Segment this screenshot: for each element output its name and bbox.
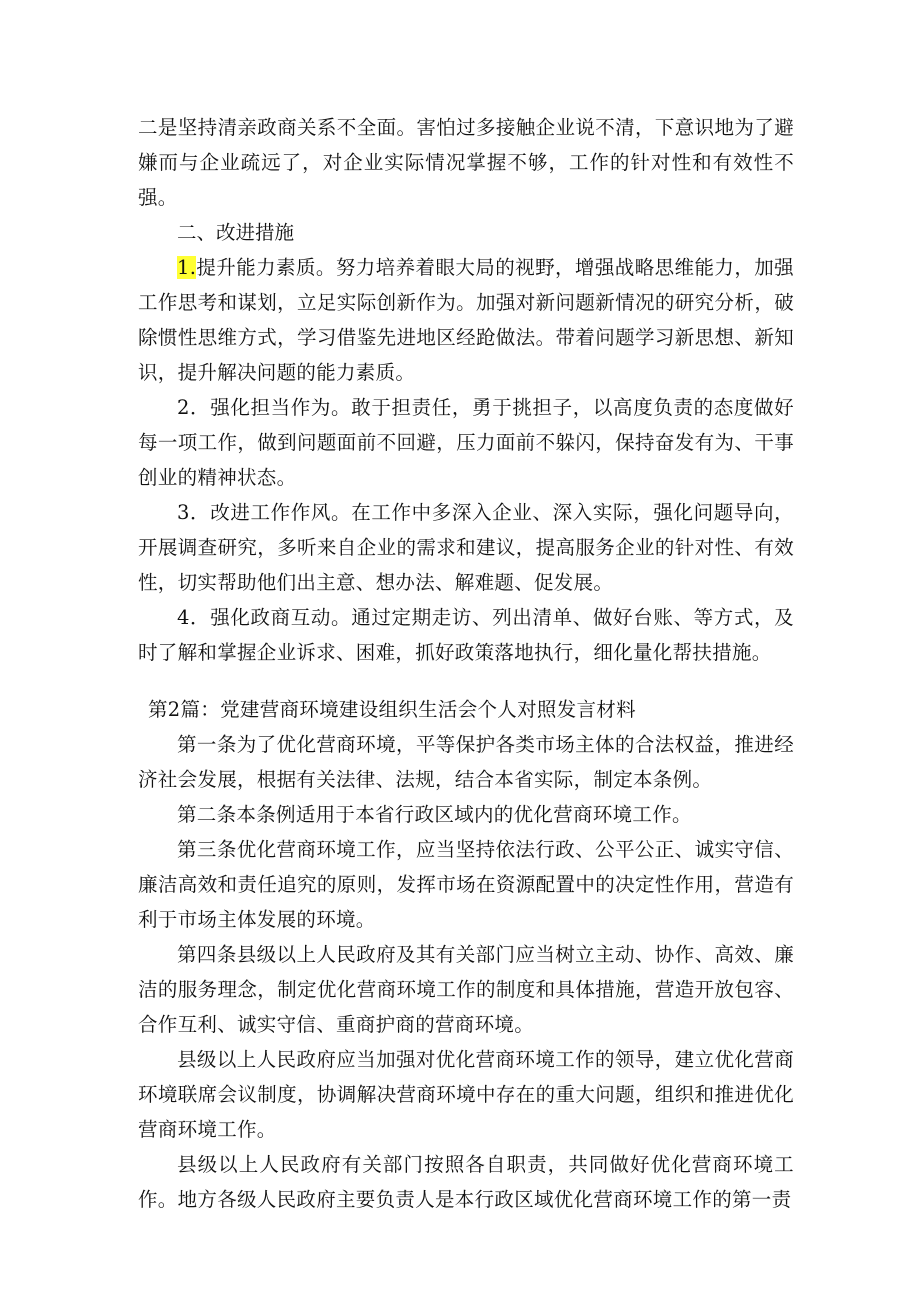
measure-paragraph-1: [138, 250, 794, 390]
measure-text: ．改进工作作风。在工作中多深入企业、深入实际，强化问题导向，开展调查研究，多听来自企业的需求和建议，提高服务企业的针对性、有效性，切实帮助他们出主意、想办法、解难题、促发展。: [138, 501, 794, 594]
measure-number: 4: [177, 606, 190, 629]
measure-text: ．强化担当作为。敢于担责任，勇于挑担子，以高度负责的态度做好每一项工作，做到问题面前不回避，压力面前不躲闪，保持奋发有为、干事创业的精神状态。: [138, 396, 794, 489]
intro-paragraph: 二是坚持清亲政商关系不全面。害怕过多接触企业说不清，下意识地为了避嫌而与企业疏远了，对企业实际情况掌握不够，工作的针对性和有效性不强。: [138, 116, 794, 209]
highlighted-number: 1.: [177, 256, 197, 279]
article-paragraph-6: 县级以上人民政府有关部门按照各自职责，共同做好优化营商环境工作。地方各级人民政府主要负责人是本行政区域优化营商环境工作的第一责: [138, 1153, 794, 1211]
article-paragraph-2: 第二条本条例适用于本省行政区域内的优化营商环境工作。: [177, 803, 692, 826]
measure-text: ．强化政商互动。通过定期走访、列出清单、做好台账、等方式，及时了解和掌握企业诉求、困难，抓好政策落地执行，细化量化帮扶措施。: [138, 606, 794, 664]
section-gap: [138, 670, 794, 692]
document-body: [138, 110, 794, 1217]
article-paragraph-3: 第三条优化营商环境工作，应当坚持依法行政、公平公正、诚实守信、廉洁高效和责任追究的原则，发挥市场在资源配置中的决定性作用，营造有利于市场主体发展的环境。: [138, 838, 794, 931]
article-title: 第2篇：党建营商环境建设组织生活会个人对照发言材料: [148, 698, 636, 721]
measure-number: 2: [177, 396, 190, 419]
article-paragraph-5: 县级以上人民政府应当加强对优化营商环境工作的领导，建立优化营商环境联席会议制度，协调解决营商环境中存在的重大问题，组织和推进优化营商环境工作。: [138, 1048, 794, 1141]
article-paragraph-4: 第四条县级以上人民政府及其有关部门应当树立主动、协作、高效、廉洁的服务理念，制定优化营商环境工作的制度和具体措施，营造开放包容、合作互利、诚实守信、重商护商的营商环境。: [138, 943, 794, 1036]
measure-paragraph-3: [138, 495, 794, 600]
measure-text: 提升能力素质。努力培养着眼大局的视野，增强战略思维能力，加强工作思考和谋划，立足实际创新作为。加强对新问题新情况的研究分析，破除惯性思维方式，学习借鉴先进地区经跄做法。带着问题学习新思想、新知识，提升解决问题的能力素质。: [138, 256, 794, 384]
article-paragraph-1: 第一条为了优化营商环境，平等保护各类市场主体的合法权益，推进经济社会发展，根据有关法律、法规，结合本省实际，制定本条例。: [138, 733, 794, 791]
section-heading: 二、改进措施: [177, 221, 295, 244]
measure-number: 3: [177, 501, 190, 524]
measure-paragraph-4: [138, 600, 794, 670]
measure-paragraph-2: [138, 390, 794, 495]
